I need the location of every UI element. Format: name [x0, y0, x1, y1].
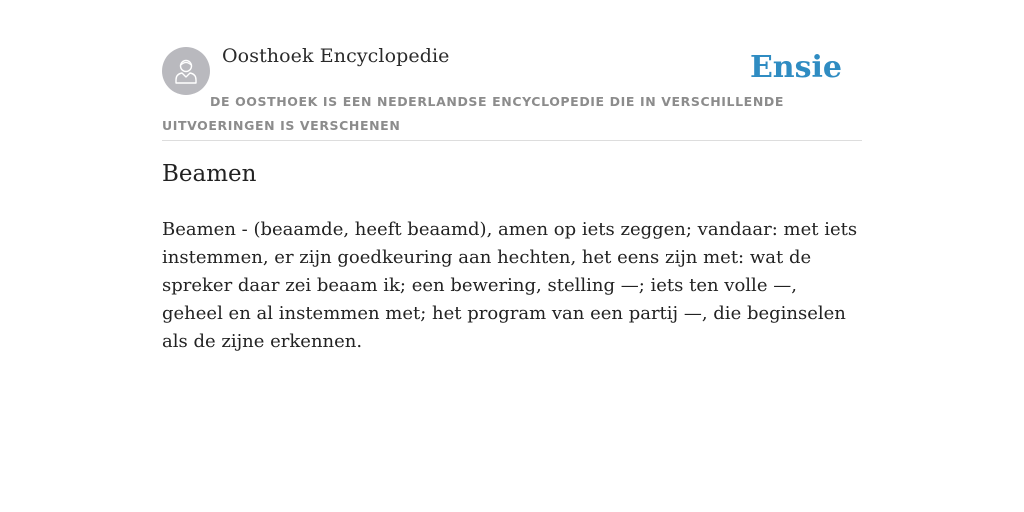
author-name[interactable]: Oosthoek Encyclopedie: [222, 45, 450, 67]
header: [162, 40, 862, 141]
avatar[interactable]: [162, 47, 210, 95]
brand-logo-link[interactable]: Ensie: [749, 50, 842, 85]
entry-title: Beamen: [162, 161, 257, 187]
entry-definition: Beamen - (beaamde, heeft beaamd), amen op iets zeggen; vandaar: met iets instemmen, er zijn goedkeuring aan hechten, het eens zijn met: wat de spreker daar zei beaam ik; een bewering, stelling —; iets ten volle —, geheel en al instemmen met; het program van een partij —, die beginselen als de zijne erkennen.: [162, 219, 858, 352]
author-description: DE OOSTHOEK IS EEN NEDERLANDSE ENCYCLOPEDIE DIE IN VERSCHILLENDE UITVOERINGEN IS VERSCHENEN: [162, 94, 784, 133]
user-outline-icon: [171, 56, 201, 86]
